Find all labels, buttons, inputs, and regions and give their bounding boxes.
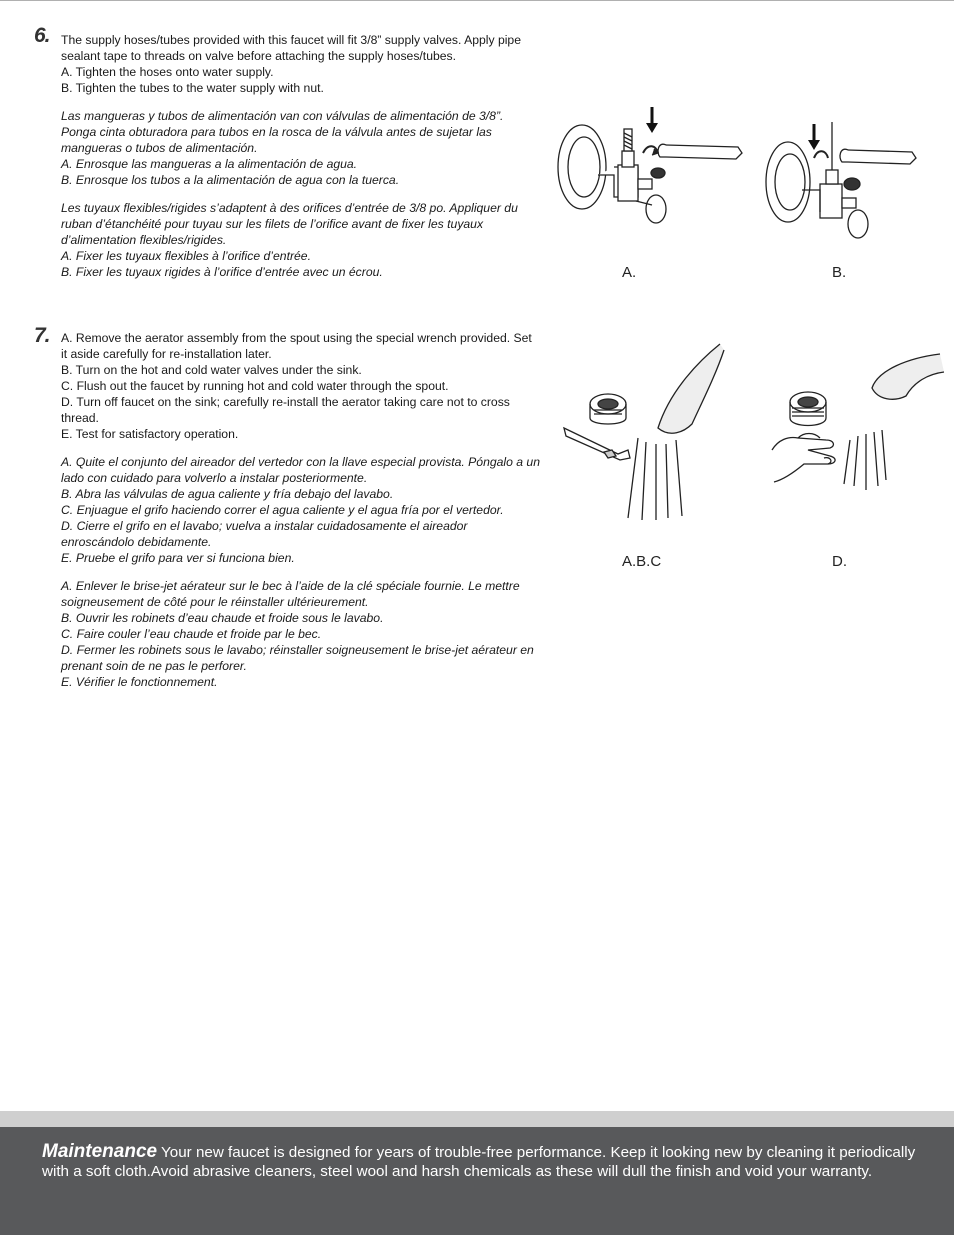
valve-hose-illustration — [548, 105, 748, 245]
english-block — [61, 330, 541, 442]
paragraph: E. Pruebe el grifo para ver si funciona bien. — [61, 551, 295, 565]
paragraph: B. Ouvrir les robinets d’eau chaude et froide sous le lavabo. — [61, 611, 384, 625]
paragraph: A. Fixer les tuyaux flexibles à l’orifice d’entrée. — [61, 249, 311, 263]
top-rule — [0, 0, 954, 1]
french-block — [61, 200, 541, 280]
paragraph: D. Fermer les robinets sous le lavabo; réinstaller soigneusement le brise-jet aérateur en prenant soin de ne pas le perforer. — [61, 643, 534, 673]
figure-label-d: D. — [832, 553, 847, 570]
paragraph: D. Turn off faucet on the sink; carefully re-install the aerator taking care not to cross thread. — [61, 395, 510, 425]
maintenance-text — [42, 1142, 932, 1181]
paragraph: A. Remove the aerator assembly from the spout using the special wrench provided. Set it aside carefully for re-installation later. — [61, 331, 532, 361]
paragraph: B. Abra las válvulas de agua caliente y fría debajo del lavabo. — [61, 487, 394, 501]
paragraph: B. Turn on the hot and cold water valves under the sink. — [61, 363, 362, 377]
paragraph: A. Enrosque las mangueras a la alimentación de agua. — [61, 157, 358, 171]
figure-label-b: B. — [832, 264, 847, 281]
paragraph: D. Cierre el grifo en el lavabo; vuelva a instalar cuidadosamente el aireador enroscándolo debidamente. — [61, 519, 468, 549]
paragraph: A. Enlever le brise-jet aérateur sur le bec à l’aide de la clé spéciale fournie. Le mettre soigneusement de côté pour le réinstaller ultérieurement. — [61, 579, 520, 609]
paragraph: C. Faire couler l’eau chaude et froide par le bec. — [61, 627, 322, 641]
french-block — [61, 578, 541, 690]
maintenance-footer — [0, 1127, 954, 1235]
figure-label-abc: A.B.C — [622, 553, 662, 570]
figure-label-a: A. — [622, 264, 637, 281]
spout-flush-illustration — [560, 340, 730, 525]
paragraph: C. Flush out the faucet by running hot and cold water through the spout. — [61, 379, 449, 393]
paragraph: A. Quite el conjunto del aireador del vertedor con la llave especial provista. Póngalo a un lado con cuidado para volverlo a instalar posteriormente. — [61, 455, 540, 485]
step-6-text — [61, 32, 541, 292]
maintenance-body: Your new faucet is designed for years of trouble-free performance. Keep it looking new by cleaning it periodically with a soft cloth.Avoid abrasive cleaners, steel wool and harsh chemicals as these will dull the finish and void your warranty. — [42, 1144, 916, 1180]
aerator-reinstall-illustration — [768, 352, 948, 497]
paragraph: C. Enjuague el grifo haciendo correr el agua caliente y el agua fría por el vertedor. — [61, 503, 504, 517]
spanish-block — [61, 108, 541, 188]
paragraph: Les tuyaux flexibles/rigides s’adaptent à des orifices d’entrée de 3/8 po. Appliquer du ruban d’étanchéité pour tuyau sur les filets de l’orifice avant de fixer les tuyaux d’alimentation flexibles/rigides. — [61, 201, 518, 247]
step-7-text — [61, 330, 541, 702]
footer-light-band — [0, 1111, 954, 1127]
paragraph: B. Tighten the tubes to the water supply with nut. — [61, 81, 324, 95]
maintenance-heading: Maintenance — [42, 1141, 158, 1162]
step-number: 7. — [34, 324, 50, 347]
english-block — [61, 32, 541, 96]
paragraph: A. Tighten the hoses onto water supply. — [61, 65, 274, 79]
paragraph: Las mangueras y tubos de alimentación van con válvulas de alimentación de 3/8”. Ponga cinta obturadora para tubos en la rosca de la válvula antes de sujetar las mangueras o tubos de alimentación. — [61, 109, 504, 155]
step-number: 6. — [34, 24, 50, 47]
spanish-block — [61, 454, 541, 566]
paragraph: The supply hoses/tubes provided with this faucet will fit 3/8” supply valves. Apply pipe sealant tape to threads on valve before attaching the supply hoses/tubes. — [61, 33, 521, 63]
valve-tube-illustration — [762, 118, 954, 248]
paragraph: B. Fixer les tuyaux rigides à l’orifice d’entrée avec un écrou. — [61, 265, 383, 279]
paragraph: E. Vérifier le fonctionnement. — [61, 675, 218, 689]
paragraph: B. Enrosque los tubos a la alimentación de agua con la tuerca. — [61, 173, 400, 187]
paragraph: E. Test for satisfactory operation. — [61, 427, 239, 441]
